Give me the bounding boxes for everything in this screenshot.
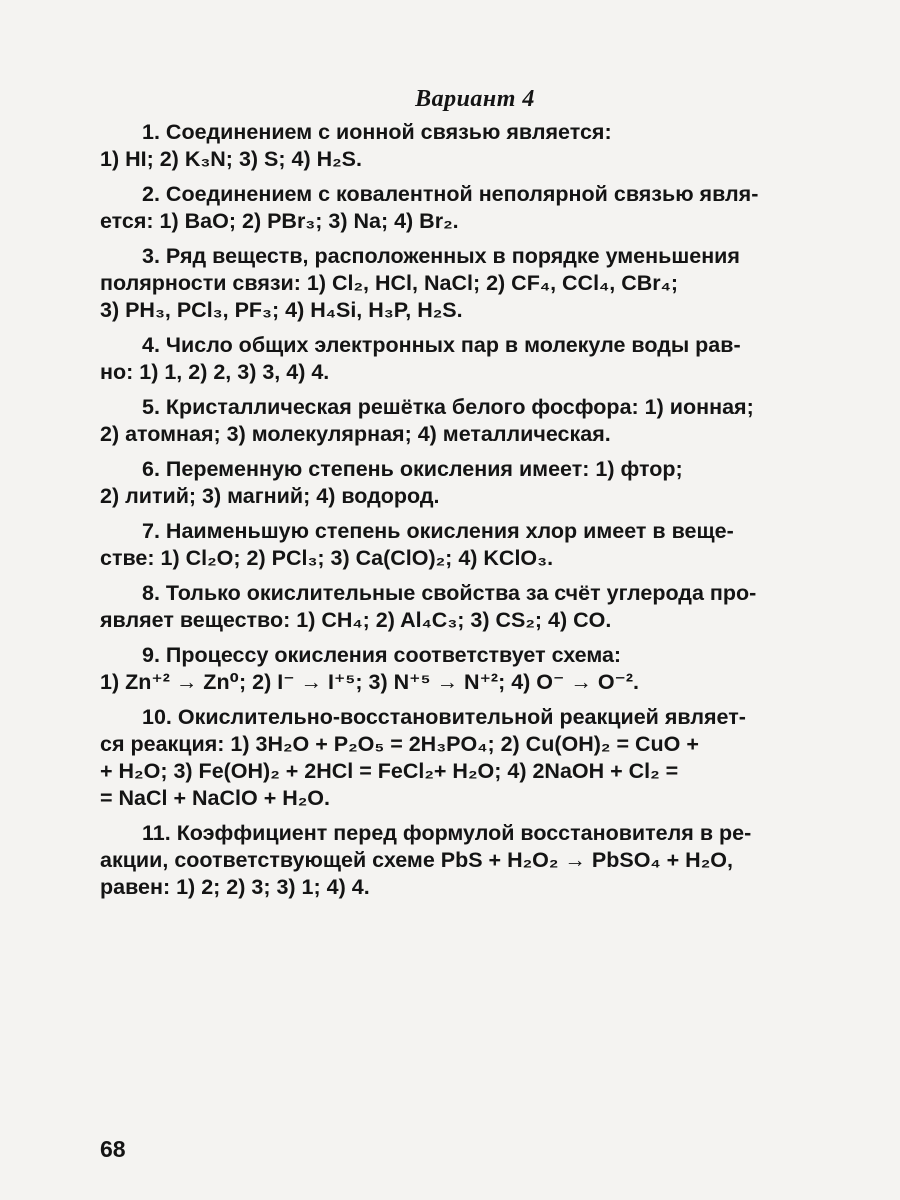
question-text: ется: 1) BaO; 2) PBr₃; 3) Na; 4) Br₂. (100, 209, 459, 233)
question-text: Процессу окисления соответствует схема: (165, 643, 622, 667)
question-4 (100, 332, 850, 386)
question-number: 2. (142, 182, 160, 206)
question-text: Наименьшую степень окисления хлор имеет в веще- (165, 519, 734, 543)
question-5 (100, 394, 850, 448)
question-number: 8. (142, 581, 160, 605)
question-text: но: 1) 1, 2) 2, 3) 3, 4) 4. (100, 360, 330, 384)
question-number: 4. (142, 333, 160, 357)
question-text: Соединением с ионной связью является: (165, 120, 612, 144)
question-text: + H₂O; 3) Fe(OH)₂ + 2HCl = FeCl₂+ H₂O; 4) 2NaOH + Cl₂ = (100, 759, 679, 783)
question-7 (100, 518, 850, 572)
question-8 (100, 580, 850, 634)
question-2 (100, 181, 850, 235)
question-number: 3. (142, 244, 160, 268)
question-text: акции, соответствующей схеме PbS + H₂O₂ → PbSO₄ + H₂O, (100, 848, 733, 872)
question-text: Только окислительные свойства за счёт углерода про- (165, 581, 757, 605)
question-text: равен: 1) 2; 2) 3; 3) 1; 4) 4. (100, 875, 370, 899)
question-text: 1) HI; 2) K₃N; 3) S; 4) H₂S. (100, 147, 362, 171)
page-content (100, 86, 850, 909)
question-6 (100, 456, 850, 510)
question-11 (100, 820, 850, 901)
page-number: 68 (100, 1136, 126, 1162)
question-text: Переменную степень окисления имеет: 1) фтор; (165, 457, 683, 481)
question-text: 1) Zn⁺² → Zn⁰; 2) I⁻ → I⁺⁵; 3) N⁺⁵ → N⁺²; 4) O⁻ → O⁻². (100, 670, 640, 694)
question-text: = NaCl + NaClO + H₂O. (100, 786, 331, 810)
question-3 (100, 243, 850, 324)
question-text: стве: 1) Cl₂O; 2) PCl₃; 3) Ca(ClO)₂; 4) KClO₃. (100, 546, 554, 570)
question-text: Число общих электронных пар в молекуле воды рав- (165, 333, 741, 357)
question-text: Ряд веществ, расположенных в порядке уменьшения (165, 244, 740, 268)
question-number: 1. (142, 120, 160, 144)
question-number: 11. (142, 821, 171, 845)
question-9 (100, 642, 850, 696)
question-number: 10. (142, 705, 172, 729)
question-text: Кристаллическая решётка белого фосфора: 1) ионная; (165, 395, 754, 419)
question-text: ся реакция: 1) 3H₂O + P₂O₅ = 2H₃PO₄; 2) Cu(OH)₂ = CuO + (100, 732, 699, 756)
question-text: Коэффициент перед формулой восстановителя в ре- (176, 821, 752, 845)
question-text: Соединением с ковалентной неполярной связью явля- (165, 182, 759, 206)
question-number: 7. (142, 519, 160, 543)
question-text: полярности связи: 1) Cl₂, HCl, NaCl; 2) CF₄, CCl₄, CBr₄; (100, 271, 679, 295)
question-text: 2) литий; 3) магний; 4) водород. (100, 484, 440, 508)
question-10 (100, 704, 850, 812)
question-1 (100, 119, 850, 173)
question-number: 9. (142, 643, 160, 667)
question-text: 2) атомная; 3) молекулярная; 4) металлическая. (100, 422, 611, 446)
question-text: Окислительно-восстановительной реакцией являет- (177, 705, 746, 729)
question-text: являет вещество: 1) CH₄; 2) Al₄C₃; 3) CS₂; 4) CO. (100, 608, 612, 632)
question-text: 3) PH₃, PCl₃, PF₃; 4) H₄Si, H₃P, H₂S. (100, 298, 463, 322)
question-number: 6. (142, 457, 160, 481)
question-number: 5. (142, 395, 160, 419)
variant-title: Вариант 4 (415, 86, 535, 112)
